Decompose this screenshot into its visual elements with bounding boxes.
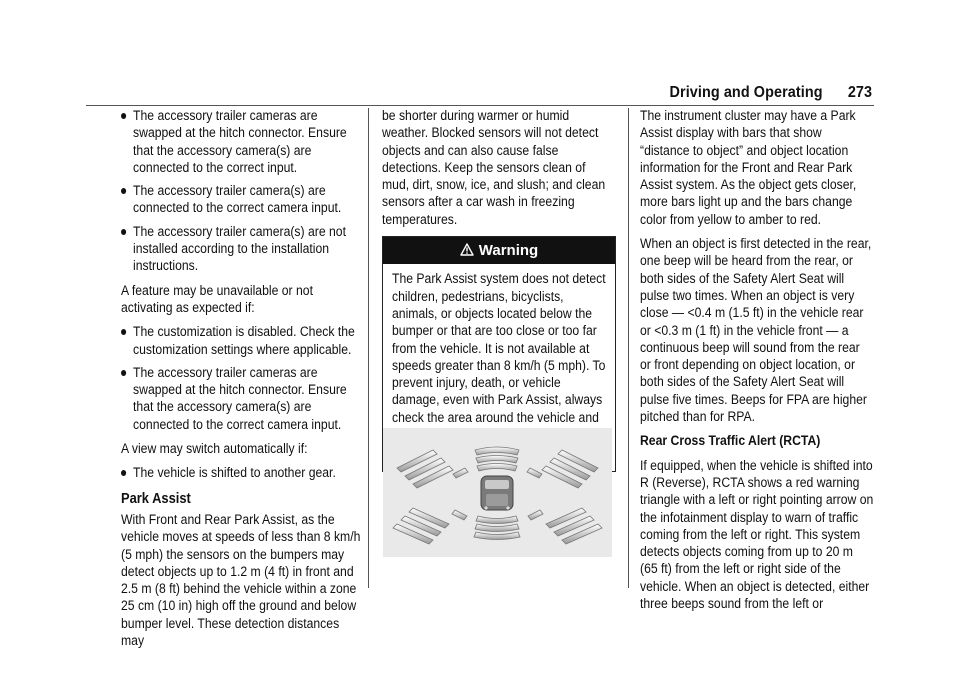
- section-title: Driving and Operating: [669, 84, 823, 101]
- paragraph: The instrument cluster may have a Park Assist display with bars that show “distance to object” and object location information for the Front and Rear Park Assist system. As the object gets closer, more bars light up and the bars change color from yellow to amber to red.: [640, 108, 857, 228]
- page-number: 273: [847, 84, 872, 101]
- warning-text: The Park Assist system does not detect children, pedestrians, bicyclists, animals, or objects located below the bumper or that are too close or too far from the vehicle. It is not available at speeds greater than 8 km/h (5 mph). To prevent injury, death, or vehicle damage, even with Park Assist, always check the area around the vehicle and: [392, 271, 606, 426]
- paragraph: When an object is first detected in the rear, one beep will be heard from the rear, or both sides of the Safety Alert Seat will pulse two times. When an object is very close — <0.4 m (1.5 ft) in the vehicle rear or <0.3 m (1 ft) in the vehicle front — a continuous beep will sound from the rear or front depending on object location, or both sides of the Safety Alert Seat will pulse five times. Beeps for FPA are higher pitched than for RPA.: [640, 236, 872, 426]
- paragraph: be shorter during warmer or humid weather. Blocked sensors will not detect objects and can also cause false detections. Keep the sensors clean of mud, dirt, snow, ice, and slush; and clean sensors after a car wash in freezing temperatures.: [382, 108, 606, 228]
- list-item: The accessory trailer camera(s) are connected to the correct camera input.: [121, 183, 360, 218]
- list-item: The accessory trailer camera(s) are not installed according to the installation instructions.: [121, 224, 360, 276]
- park-assist-illustration: [383, 428, 612, 557]
- bullet-icon: [121, 229, 126, 235]
- paragraph: A view may switch automatically if:: [121, 441, 308, 458]
- column-left: [121, 108, 361, 657]
- page-header: [669, 84, 872, 102]
- column-middle: [382, 108, 614, 480]
- list-item: The customization is disabled. Check the customization settings where applicable.: [121, 324, 360, 359]
- paragraph: With Front and Rear Park Assist, as the vehicle moves at speeds of less than 8 km/h (5 mph) the sensors on the bumpers may detect objects up to 1.2 m (4 ft) in front and 2.5 m (8 ft) behind the vehicle within a zone 25 cm (10 in) high off the ground and below bumper level. These detection distances may: [121, 511, 361, 650]
- bullet-list: [121, 324, 360, 434]
- bullet-icon: [121, 113, 126, 119]
- bullet-icon: [121, 329, 126, 335]
- park-assist-bars-icon: [383, 428, 612, 557]
- column-divider: [628, 108, 629, 588]
- section-heading: Park Assist: [121, 489, 191, 507]
- column-right: [640, 108, 874, 620]
- list-item: The accessory trailer cameras are swapped at the hitch connector. Ensure that the accessory camera(s) are connected to the correct input.: [121, 108, 360, 177]
- paragraph: If equipped, when the vehicle is shifted into R (Reverse), RCTA shows a red warning triangle with a left or right pointing arrow on the infotainment display to warn of traffic coming from the left or right. This system detects objects coming from up to 20 m (65 ft) from the left or right side of the vehicle. When an object is detected, either three beeps sound from the left or: [640, 457, 874, 613]
- warning-title: Warning: [478, 242, 539, 260]
- bullet-icon: [121, 188, 126, 194]
- bullet-list: [121, 465, 360, 482]
- vehicle-icon: [481, 476, 513, 510]
- warning-triangle-icon: [460, 243, 474, 260]
- list-item: The accessory trailer cameras are swapped at the hitch connector. Ensure that the accessory camera(s) are connected to the correct camera input.: [121, 365, 360, 434]
- bullet-icon: [121, 470, 126, 476]
- bullet-icon: [121, 370, 126, 376]
- header-divider: [86, 105, 874, 106]
- column-divider: [368, 108, 369, 588]
- subheading-rcta: Rear Cross Traffic Alert (RCTA): [640, 433, 821, 450]
- bullet-list: [121, 108, 360, 276]
- paragraph: A feature may be unavailable or not activating as expected if:: [121, 282, 313, 316]
- list-item: The vehicle is shifted to another gear.: [121, 465, 360, 482]
- warning-header: [383, 237, 615, 264]
